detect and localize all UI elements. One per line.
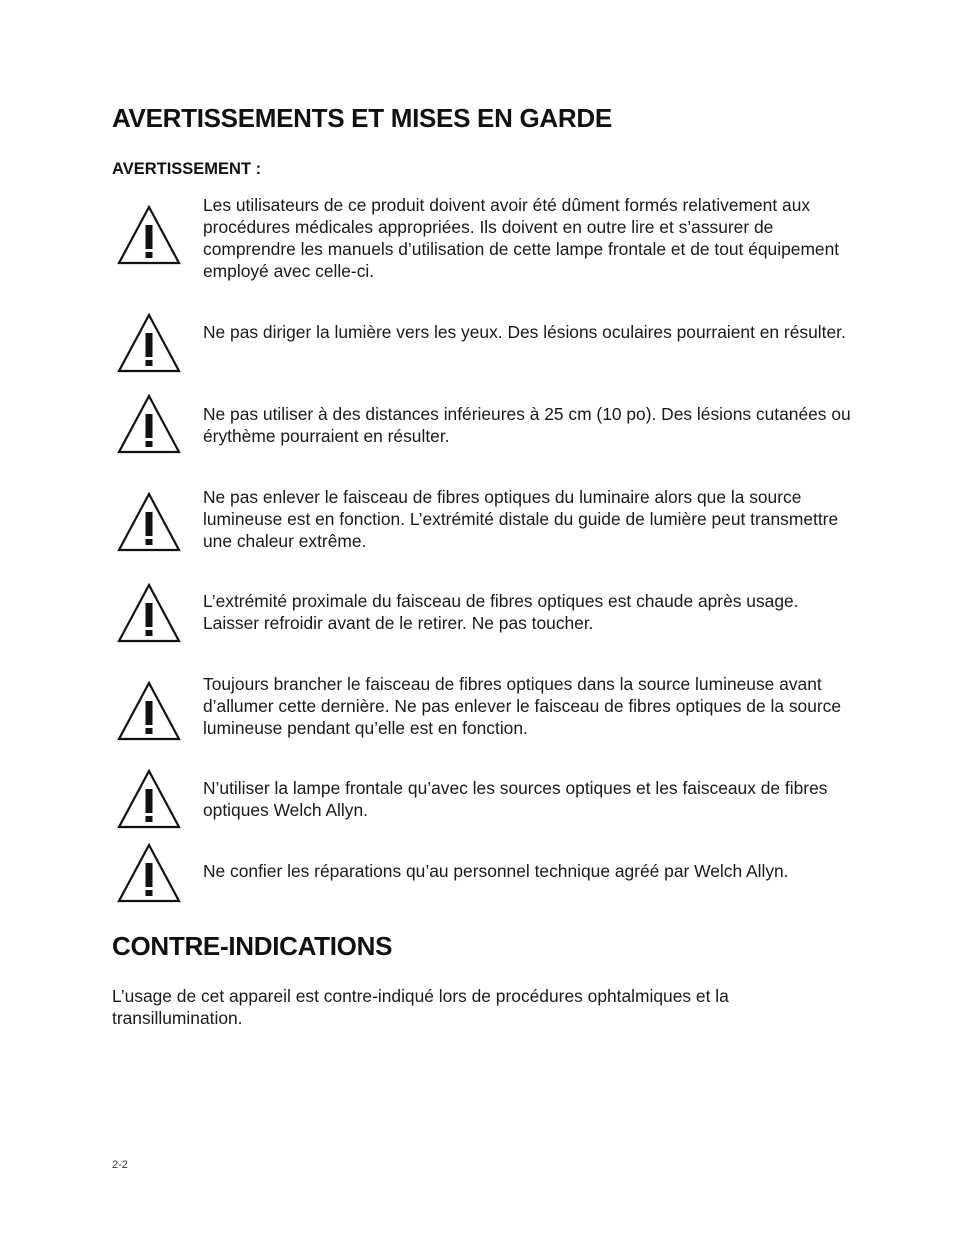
warning-triangle-icon bbox=[117, 681, 181, 741]
warning-text: Ne pas enlever le faisceau de fibres optiques du luminaire alors que la source lumineuse est en fonction. L’extrémité distale du guide de lumière peut transmettre une chaleur extrême. bbox=[203, 487, 839, 551]
warning-triangle-icon bbox=[117, 583, 181, 643]
warning-subtitle: AVERTISSEMENT : bbox=[112, 160, 262, 178]
warning-triangle-icon bbox=[117, 769, 181, 829]
warning-text: Ne pas diriger la lumière vers les yeux. Des lésions oculaires pourraient en résulter. bbox=[203, 322, 846, 342]
section-title-contraindications: CONTRE-INDICATIONS bbox=[112, 931, 393, 961]
contraindications-text: L’usage de cet appareil est contre-indiqué lors de procédures ophtalmiques et la transillumination. bbox=[112, 986, 729, 1028]
section-title-warnings: AVERTISSEMENTS ET MISES EN GARDE bbox=[112, 103, 612, 133]
warning-text: N’utiliser la lampe frontale qu’avec les sources optiques et les faisceaux de fibres optiques Welch Allyn. bbox=[203, 778, 828, 820]
warning-triangle-icon bbox=[117, 205, 181, 265]
warning-text: Ne pas utiliser à des distances inférieures à 25 cm (10 po). Des lésions cutanées ou érythème pourraient en résulter. bbox=[203, 404, 851, 446]
warning-text: Les utilisateurs de ce produit doivent avoir été dûment formés relativement aux procédures médicales appropriées. Ils doivent en outre lire et s’assurer de comprendre les manuels d’utilisation de cette lampe frontale et de tout équipement employé avec celle-ci. bbox=[203, 195, 840, 281]
warning-triangle-icon bbox=[117, 492, 181, 552]
warning-triangle-icon bbox=[117, 843, 181, 903]
warning-triangle-icon bbox=[117, 313, 181, 373]
warning-text: Ne confier les réparations qu’au personnel technique agréé par Welch Allyn. bbox=[203, 861, 789, 881]
warning-text: L’extrémité proximale du faisceau de fibres optiques est chaude après usage. Laisser refroidir avant de le retirer. Ne pas toucher. bbox=[203, 591, 799, 633]
warning-text: Toujours brancher le faisceau de fibres optiques dans la source lumineuse avant d’allumer cette dernière. Ne pas enlever le faisceau de fibres optiques de la source lumineuse pendant qu’elle est en fonction. bbox=[203, 674, 842, 738]
page-number: 2-2 bbox=[112, 1159, 128, 1171]
warning-triangle-icon bbox=[117, 394, 181, 454]
